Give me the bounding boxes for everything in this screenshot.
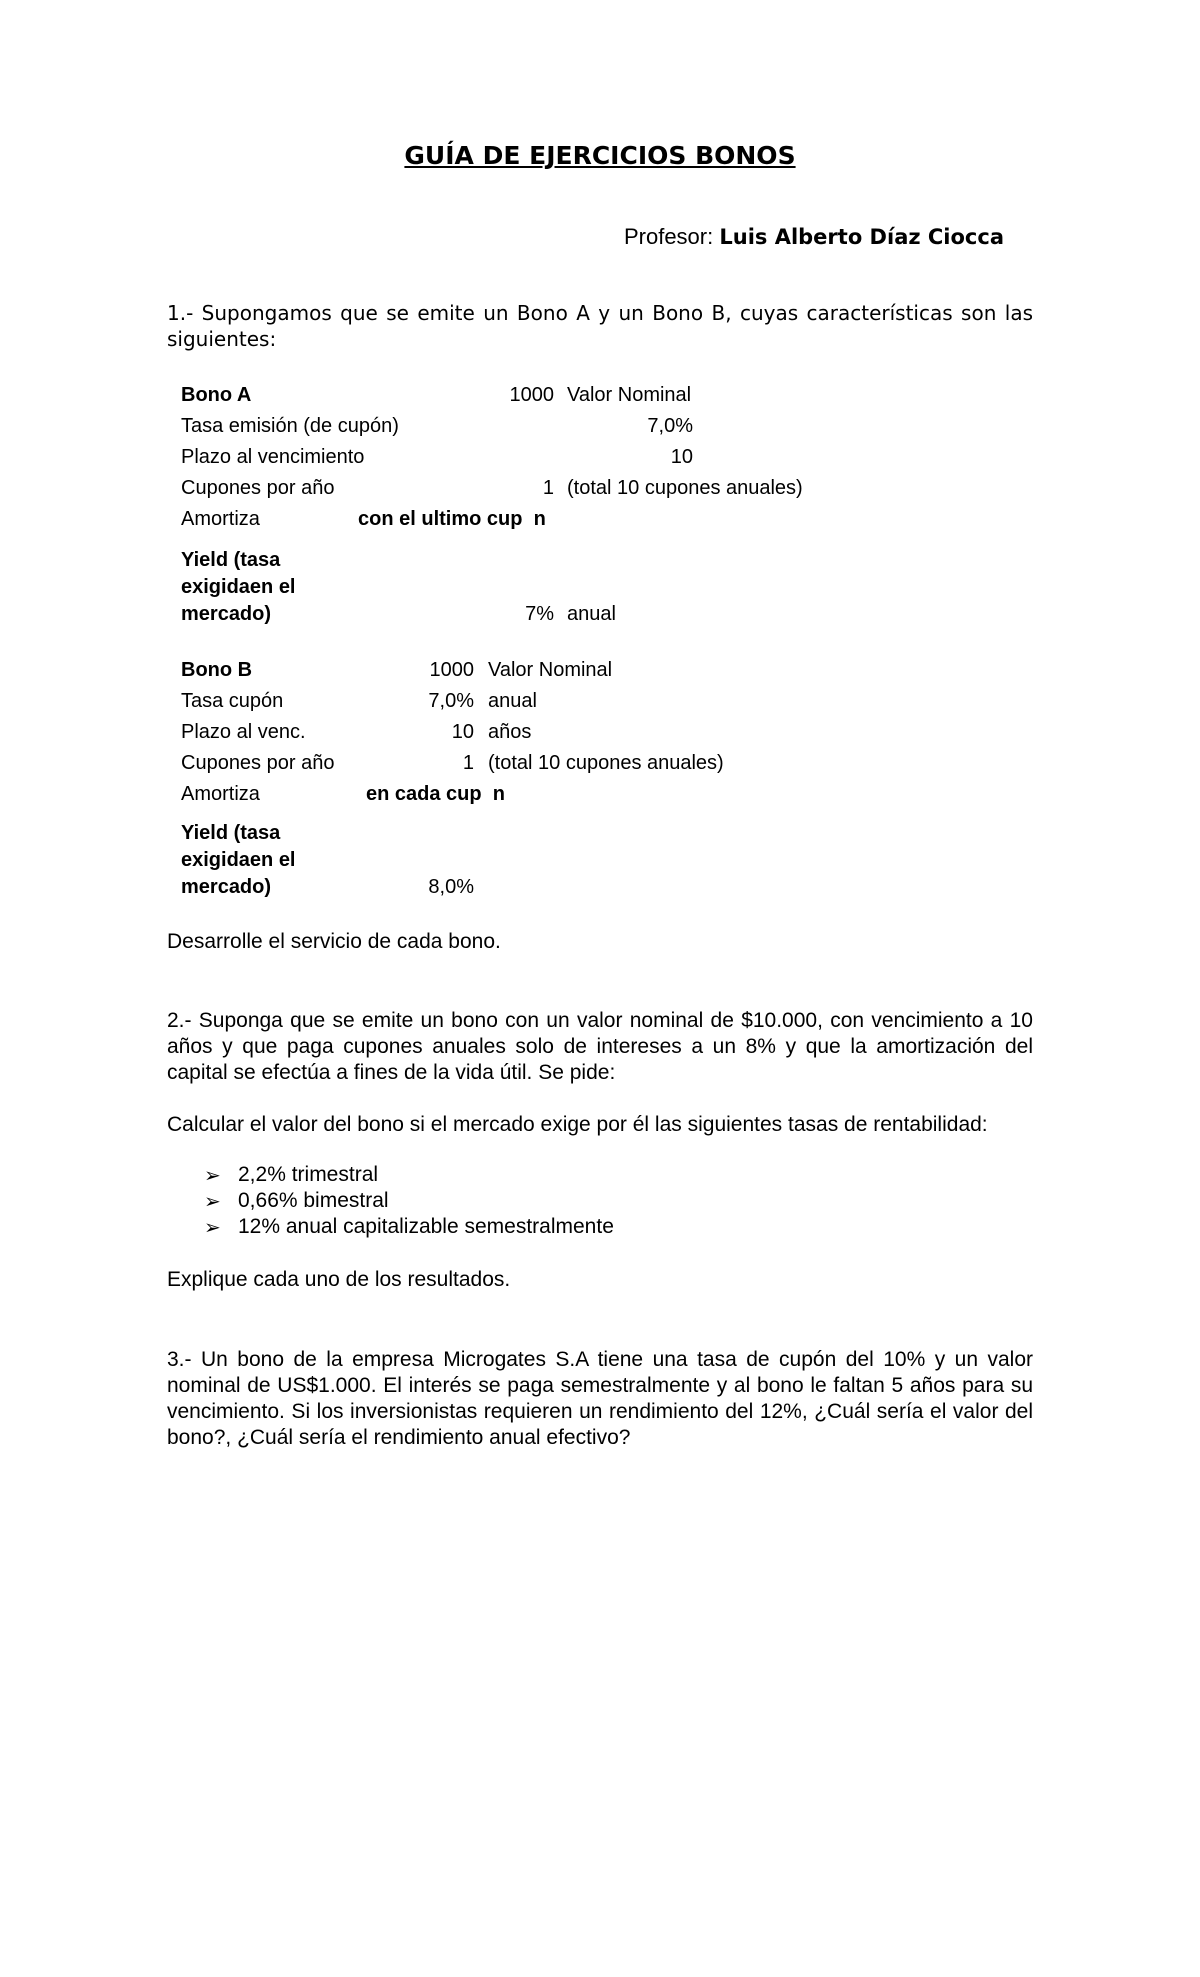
- bono-b-yield-line2: exigidaen el: [181, 849, 296, 871]
- bullet-arrow-icon: ➢: [204, 1163, 221, 1187]
- bono-b-term-label: Plazo al venc.: [181, 721, 306, 743]
- bono-a-coupons-label: Cupones por año: [181, 477, 335, 499]
- bono-b-rate-value: 7,0%: [428, 690, 474, 712]
- bono-a-yield-line1: Yield (tasa: [181, 549, 281, 571]
- bono-a-yield-line2: exigidaen el: [181, 576, 296, 598]
- bono-a-yield-unit: anual: [567, 603, 616, 625]
- q1-closing: Desarrolle el servicio de cada bono.: [167, 930, 501, 953]
- bono-b-nominal-value: 1000: [429, 659, 474, 681]
- bono-b-term-unit: años: [488, 721, 532, 743]
- bullet-arrow-icon: ➢: [204, 1189, 221, 1213]
- professor-label: Profesor:: [623, 224, 714, 249]
- bono-a-amort-value: con el ultimo cup n: [358, 508, 546, 530]
- q2-bullet-1: 2,2% trimestral: [238, 1163, 379, 1186]
- bullet-arrow-icon: ➢: [204, 1215, 221, 1239]
- bono-a-rate-value: 7,0%: [647, 415, 693, 437]
- bono-a-yield-line3: mercado): [181, 603, 272, 625]
- bono-b-coupons-note: (total 10 cupones anuales): [488, 752, 724, 774]
- professor-line: [624, 224, 1004, 250]
- q3-text: 3.- Un bono de la empresa Microgates S.A tiene una tasa de cupón del 10% y un valor nominal de US$1.000. El interés se paga semestralmente y al bono le faltan 5 años para su vencimiento. Si los inversionistas requieren un rendimiento del 12%, ¿Cuál sería el valor del bono?, ¿Cuál sería el rendimiento anual efectivo?: [167, 1348, 1033, 1449]
- bono-b-yield-line1: Yield (tasa: [181, 822, 281, 844]
- bono-b-nominal-label: Valor Nominal: [488, 659, 613, 681]
- q2-intro: 2.- Suponga que se emite un bono con un valor nominal de $10.000, con vencimiento a 10 años y que paga cupones anuales solo de intereses a un 8% y que la amortización del capital se efectúa a fines de la vida útil. Se pide:: [167, 1009, 1033, 1084]
- q2-closing: Explique cada uno de los resultados.: [167, 1268, 511, 1291]
- bono-b-coupons-label: Cupones por año: [181, 752, 335, 774]
- bono-b-coupons-value: 1: [462, 752, 474, 774]
- bono-a-nominal-value: 1000: [509, 384, 554, 406]
- bono-a-coupons-value: 1: [542, 477, 554, 499]
- bono-b-rate-label: Tasa cupón: [181, 690, 284, 712]
- bono-a-coupons-note: (total 10 cupones anuales): [567, 477, 803, 499]
- bono-a-yield-value: 7%: [525, 603, 554, 625]
- bono-a-nominal-label: Valor Nominal: [567, 384, 692, 406]
- bono-b-header: Bono B: [181, 659, 253, 681]
- bono-b-rate-unit: anual: [488, 690, 537, 712]
- q1-intro: 1.- Supongamos que se emite un Bono A y un Bono B, cuyas características son las siguientes:: [167, 301, 1033, 351]
- bono-b-term-value: 10: [451, 721, 474, 743]
- bono-a-rate-label: Tasa emisión (de cupón): [181, 415, 399, 437]
- q2-bullet-3: 12% anual capitalizable semestralmente: [238, 1215, 614, 1238]
- bono-b-amort-value: en cada cup n: [366, 783, 505, 805]
- bono-b-amort-label: Amortiza: [181, 783, 260, 805]
- page-title: GUÍA DE EJERCICIOS BONOS: [404, 141, 796, 170]
- professor-name: Luis Alberto Díaz Ciocca: [719, 225, 1004, 249]
- bono-b-yield-line3: mercado): [181, 876, 272, 898]
- q2-bullet-2: 0,66% bimestral: [238, 1189, 389, 1212]
- bono-a-header: Bono A: [181, 384, 252, 406]
- bono-a-amort-label: Amortiza: [181, 508, 260, 530]
- bono-b-yield-value: 8,0%: [428, 876, 474, 898]
- bono-a-term-value: 10: [670, 446, 693, 468]
- q2-prompt: Calcular el valor del bono si el mercado exige por él las siguientes tasas de rentabilidad:: [167, 1113, 988, 1136]
- bono-a-term-label: Plazo al vencimiento: [181, 446, 365, 468]
